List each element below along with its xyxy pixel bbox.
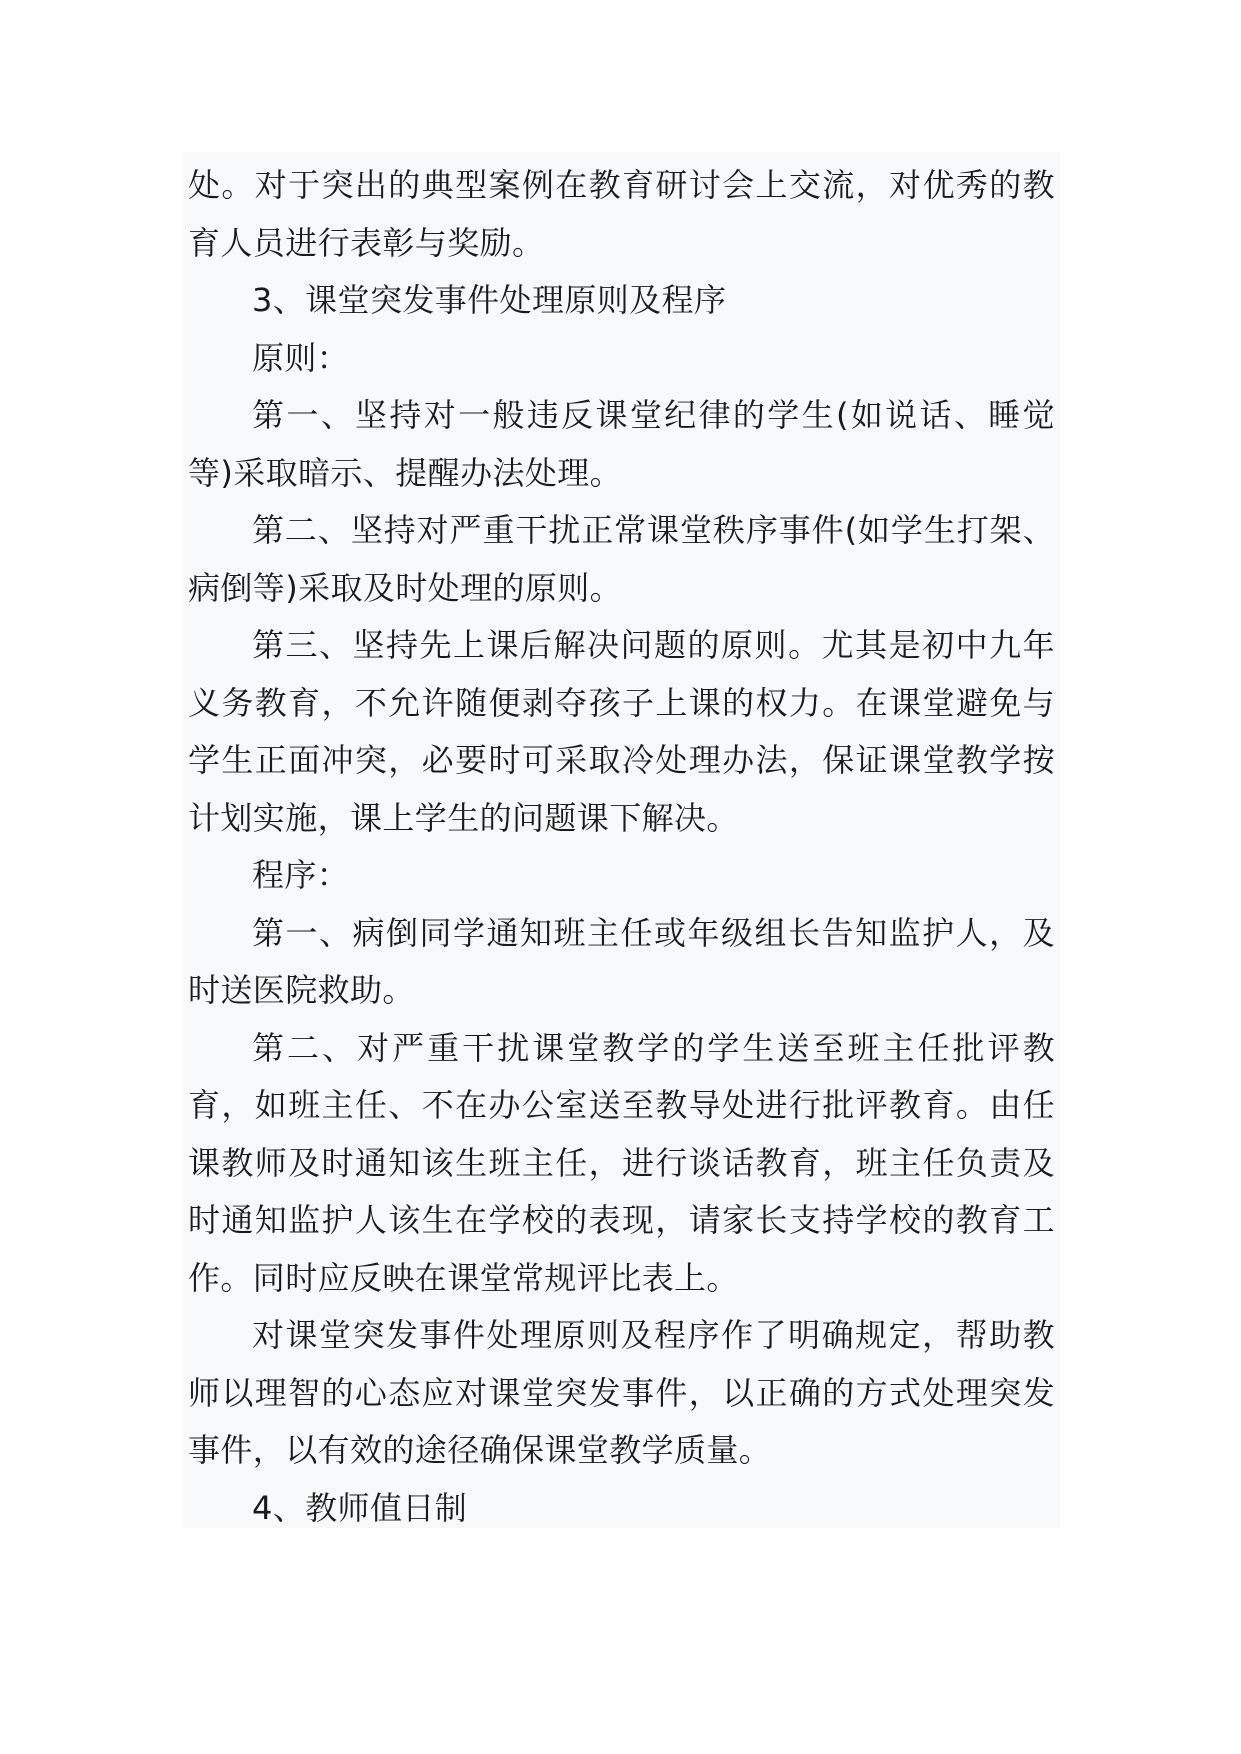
- section-heading-3: 3、课堂突发事件处理原则及程序: [252, 281, 727, 319]
- summary-paragraph: 对课堂突发事件处理原则及程序作了明确规定，帮助教师以理智的心态应对课堂突发事件，以正确的方式处理突发事件，以有效的途径确保课堂教学质量。: [188, 1316, 1055, 1469]
- subheading-procedure: 程序：: [252, 856, 350, 894]
- text-block: [183, 152, 1060, 1528]
- principle-2: 第二、坚持对严重干扰正常课堂秩序事件(如学生打架、病倒等)采取及时处理的原则。: [188, 511, 1055, 607]
- procedure-1: 第一、病倒同学通知班主任或年级组长告知监护人，及时送医院救助。: [188, 913, 1055, 1009]
- principle-3: 第三、坚持先上课后解决问题的原则。尤其是初中九年义务教育，不允许随便剥夺孩子上课的权力。在课堂避免与学生正面冲突，必要时可采取冷处理办法，保证课堂教学按计划实施，课上学生的问题课下解决。: [188, 626, 1055, 837]
- section-heading-4: 4、教师值日制: [252, 1488, 468, 1527]
- paragraph-1: 处。对于突出的典型案例在教育研讨会上交流，对优秀的教育人员进行表彰与奖励。: [188, 166, 1055, 262]
- subheading-principles: 原则：: [252, 338, 350, 377]
- principle-1: 第一、坚持对一般违反课堂纪律的学生(如说话、睡觉等)采取暗示、提醒办法处理。: [188, 396, 1055, 492]
- procedure-2: 第二、对严重干扰课堂教学的学生送至班主任批评教育，如班主任、不在办公室送至教导处进行批评教育。由任课教师及时通知该生班主任，进行谈话教育，班主任负责及时通知监护人该生在学校的表现，请家长支持学校的教育工作。同时应反映在课堂常规评比表上。: [188, 1028, 1055, 1297]
